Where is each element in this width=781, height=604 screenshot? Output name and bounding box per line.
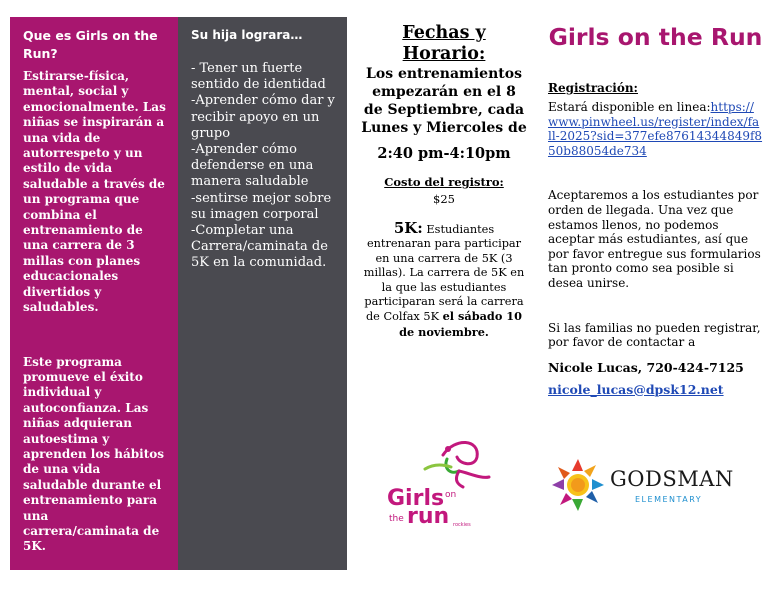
- schedule-panel: [355, 17, 533, 570]
- logo-word-the: the: [389, 514, 404, 524]
- sun-star-icon: [550, 457, 606, 513]
- about-paragraph-1: Estirarse-física, mental, social y emocionalmente. Las niñas se inspirarán a una vida de autorrespeto y un estilo de vida saludable a través de un programa que combina el entrenamiento de una carrera de 3 millas con planes educacionales divertidos y saludables.: [23, 69, 166, 315]
- school-subtitle: ELEMENTARY: [635, 495, 703, 504]
- fivek-text: Estudiantes entrenaran para participar en una carrera de 5K (3 millas). La carrera de 5K en la que las estudiantes participaran será la carrera de Colfax 5K: [363, 223, 525, 324]
- fivek-description: [361, 221, 527, 340]
- logo-word-run: run: [407, 504, 450, 527]
- schedule-title: Fechas y Horario:: [402, 23, 486, 64]
- girls-on-the-run-logo: [385, 427, 515, 527]
- benefits-panel: [178, 17, 347, 570]
- registration-text: [548, 100, 763, 158]
- brand-title: Girls on the Run: [548, 23, 763, 51]
- about-paragraph-2: Este programa promueve el éxito individual y autoconfianza. Las niñas adquieran autoestima y aprenden los hábitos de una vida saludable durante el entrenamiento para una carrera/caminata de 5K.: [23, 354, 165, 554]
- schedule-time: 2:40 pm-4:10pm: [377, 145, 511, 162]
- cost-label: Costo del registro:: [384, 175, 504, 189]
- fivek-date: el sábado 10 de noviembre.: [399, 309, 523, 339]
- fivek-label: 5K:: [393, 219, 423, 237]
- godsman-elementary-logo: [550, 457, 760, 517]
- acceptance-policy: Aceptaremos a los estudiantes por orden de llegada. Una vez que estamos llenos, no podemos aceptar más estudiantes, así que por favor entregue sus formularios tan pronto como sea posible si desea unirse.: [548, 188, 761, 290]
- contact-email-link[interactable]: nicole_lucas@dpsk12.net: [548, 381, 724, 397]
- logo-word-on: on: [445, 490, 457, 500]
- registration-panel: [540, 17, 765, 570]
- about-heading: Que es Girls on the Run?: [23, 28, 158, 61]
- cost-value: $25: [433, 192, 455, 206]
- school-name: GODSMAN: [610, 467, 734, 491]
- schedule-text: Los entrenamientos empezarán en el 8 de Septiembre, cada Lunes y Miercoles de: [361, 66, 527, 136]
- contact-name: Nicole Lucas, 720-424-7125: [548, 359, 744, 375]
- registration-available: Estará disponible en linea:: [548, 100, 711, 114]
- benefits-list: - Tener un fuerte sentido de identidad -Aprender cómo dar y recibir apoyo en un grupo -Aprender cómo defenderse en una manera saludable -sentirse mejor sobre su imagen corporal -Completar una Carrera/caminata de 5K en la comunidad.: [191, 61, 335, 271]
- registration-link[interactable]: https://www.pinwheel.us/register/index/fall-2025?sid=377efe87614344849f850b88054de734: [548, 100, 763, 158]
- benefits-heading: Su hija lograra…: [191, 28, 303, 42]
- families-contact-text: Si las familias no pueden registrar, por favor de contactar a: [548, 320, 761, 350]
- registration-label: Registración:: [548, 81, 638, 95]
- logo-word-girls: Girls: [387, 486, 445, 511]
- about-panel: [10, 17, 178, 570]
- logo-word-rockies: rockies: [453, 522, 471, 527]
